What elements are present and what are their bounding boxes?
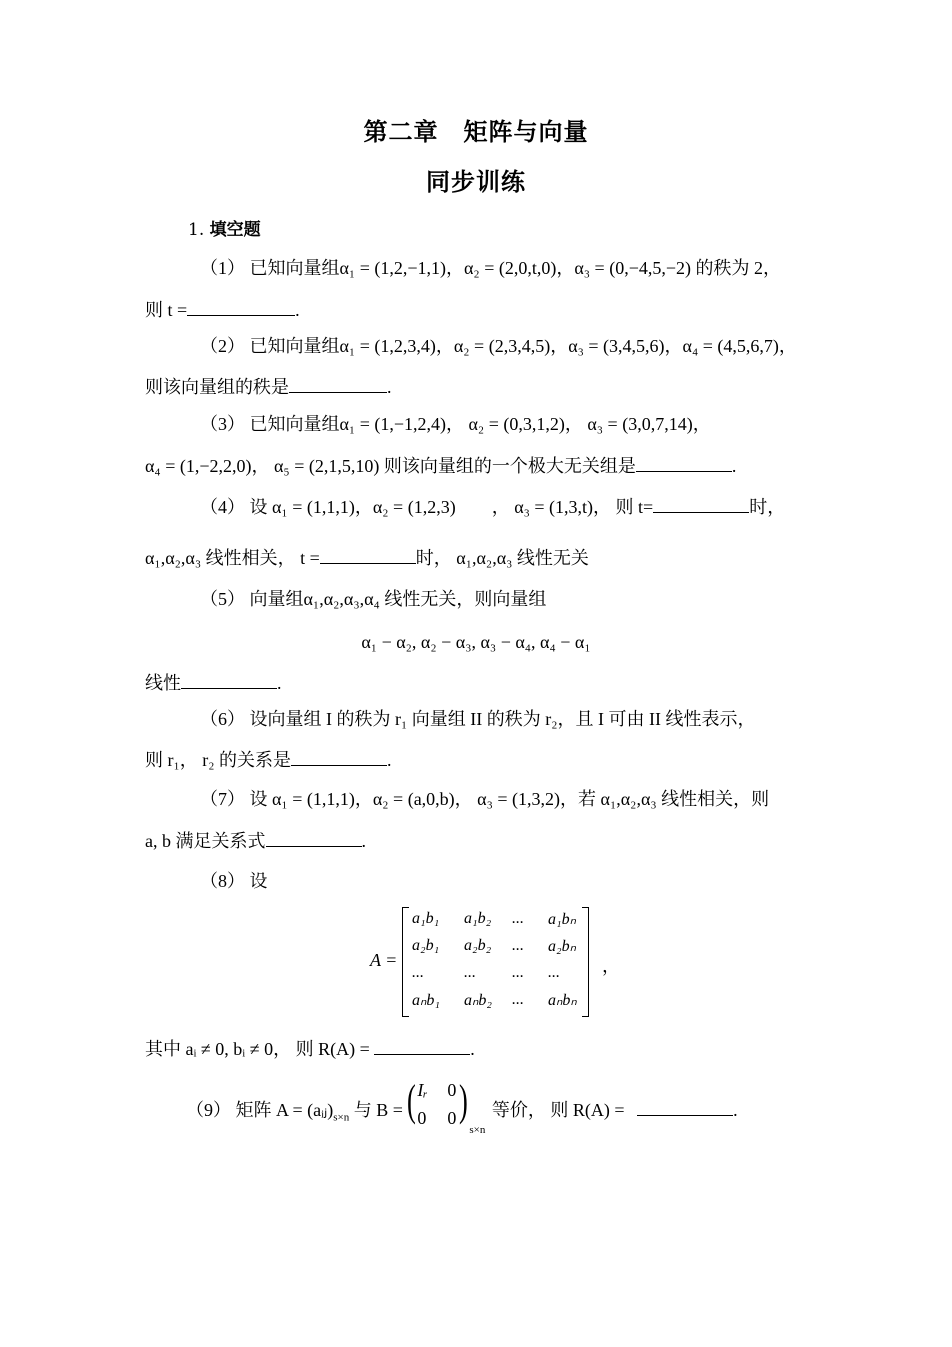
right-paren: ) <box>459 1076 469 1125</box>
problem-7-line-2 <box>145 828 366 853</box>
answer-blank[interactable] <box>181 670 277 689</box>
matrix-cell: ... <box>412 963 424 981</box>
problem-7-line-1: （7） 设 α₁ = (1,1,1)，α₂ = (a,0,b)， α₃ = (1,3,2)，若 α₁,α₂,α₃ 线性相关，则 <box>200 789 770 809</box>
matrix-grid <box>412 905 582 1013</box>
problem-8-line-3 <box>145 1036 475 1061</box>
matrix-cell: a₁bₙ <box>548 910 576 928</box>
matrix-a <box>370 905 620 1020</box>
matrix-label: A = <box>370 950 398 970</box>
period: . <box>277 673 282 693</box>
answer-blank[interactable] <box>266 828 362 847</box>
problem-9-middle: 与 B = <box>353 1100 403 1120</box>
problem-4-line-1 <box>200 494 785 519</box>
left-bracket <box>402 907 409 1017</box>
problem-1-prompt: 则 t = <box>145 300 188 320</box>
period: . <box>731 456 737 476</box>
answer-blank[interactable] <box>374 1036 470 1055</box>
matrix-cell: aₙb₁ <box>412 991 440 1009</box>
matrix-b-cell: 0 <box>417 1108 427 1128</box>
matrix-comma: ， <box>602 956 620 977</box>
matrix-cell: a₂b₂ <box>464 936 492 954</box>
answer-blank[interactable] <box>320 545 416 564</box>
problem-2-line-2 <box>145 374 392 399</box>
matrix-cell: a₂bₙ <box>548 937 576 955</box>
problem-1-line-1: （1） 已知向量组α₁ = (1,2,−1,1)，α₂ = (2,0,t,0)，α₃ = (0,−4,5,−2) 的秩为 2， <box>200 258 781 278</box>
answer-blank[interactable] <box>291 747 387 766</box>
problem-4-tail: 时， <box>749 497 786 517</box>
answer-blank[interactable] <box>187 297 295 316</box>
matrix-cell: a₁b₁ <box>412 909 440 927</box>
period: . <box>295 300 300 320</box>
problem-2-line-1: （2） 已知向量组α₁ = (1,2,3,4)，α₂ = (2,3,4,5)，α₃ = (3,4,5,6)，α₄ = (4,5,6,7)， <box>200 336 797 356</box>
period: . <box>387 750 392 770</box>
answer-blank[interactable] <box>653 494 749 513</box>
problem-3-prompt: α₄ = (1,−2,2,0)， α₅ = (2,1,5,10) 则该向量组的一个极大无关组是 <box>145 456 636 476</box>
problem-6-prompt: 则 r₁， r₂ 的关系是 <box>145 750 292 770</box>
matrix-cell: aₙbₙ <box>548 991 577 1009</box>
problem-8-line-1: （8） 设 <box>200 871 268 891</box>
matrix-cell: ... <box>512 963 524 981</box>
period: . <box>733 1100 738 1120</box>
matrix-b <box>407 1076 486 1136</box>
matrix-cell: ... <box>464 963 476 981</box>
section-subtitle: 同步训练 <box>426 167 526 196</box>
problem-3-line-2 <box>145 453 736 478</box>
problem-7-prompt: a, b 满足关系式 <box>145 831 266 851</box>
problem-9-suffix: 等价， 则 R(A) = <box>491 1100 625 1120</box>
matrix-a-element: (aᵢⱼ) <box>307 1100 334 1120</box>
matrix-b-cell: 0 <box>447 1080 457 1100</box>
matrix-a-expr <box>307 1100 350 1124</box>
matrix-b-cell: 0 <box>447 1108 457 1128</box>
period: . <box>361 831 366 851</box>
answer-blank[interactable] <box>289 374 387 393</box>
matrix-cell: ... <box>512 909 524 927</box>
problem-6-line-1: （6） 设向量组 I 的秩为 r₁ 向量组 II 的秩为 r₂，且 I 可由 II 线性表示， <box>200 709 756 729</box>
period: . <box>387 377 392 397</box>
matrix-b-subscript: s×n <box>469 1124 486 1136</box>
problem-4-part-b: 时， α₁,α₂,α₃ 线性无关 <box>415 548 589 568</box>
matrix-b-cell: Iᵣ <box>417 1080 428 1100</box>
right-bracket <box>582 907 589 1017</box>
problem-3-line-1: （3） 已知向量组α₁ = (1,−1,2,4)， α₂ = (0,3,1,2)， α₃ = (3,0,7,14)， <box>200 414 711 434</box>
problem-4-part-a: α₁,α₂,α₃ 线性相关， t = <box>145 548 320 568</box>
answer-blank[interactable] <box>636 453 732 472</box>
problem-6-line-2 <box>145 747 392 772</box>
section-label: 填空题 <box>209 220 261 240</box>
problem-5-line-3 <box>145 670 282 695</box>
problem-1-line-2 <box>145 297 300 322</box>
matrix-cell: aₙb₂ <box>464 991 492 1009</box>
matrix-cell: ... <box>512 990 524 1008</box>
matrix-a-subscript: s×n <box>333 1111 350 1124</box>
answer-blank[interactable] <box>637 1097 733 1116</box>
problem-8-prompt: 其中 aᵢ ≠ 0, bᵢ ≠ 0， 则 R(A) = <box>145 1039 370 1059</box>
problem-5-formula: α₁ − α₂, α₂ − α₃, α₃ − α₄, α₄ − α₁ <box>361 632 591 652</box>
problem-4-line-2 <box>145 545 589 570</box>
matrix-cell: ... <box>512 936 524 954</box>
problem-9-line <box>186 1076 738 1136</box>
problem-5-line-1: （5） 向量组α₁,α₂,α₃,α₄ 线性无关，则向量组 <box>200 589 547 609</box>
matrix-cell: a₁b₂ <box>464 909 492 927</box>
problem-2-prompt: 则该向量组的秩是 <box>145 377 289 397</box>
period: . <box>470 1039 475 1059</box>
left-paren: ( <box>407 1076 417 1125</box>
chapter-title: 第二章 矩阵与向量 <box>363 117 589 146</box>
section-number: 1. <box>188 220 205 240</box>
problem-9-prefix: （9） 矩阵 A = <box>186 1100 303 1120</box>
section-heading <box>188 218 261 242</box>
problem-5-prompt: 线性 <box>145 673 181 693</box>
matrix-cell: ... <box>548 963 560 981</box>
problem-4-prompt: （4） 设 α₁ = (1,1,1)，α₂ = (1,2,3) ， α₃ = (1,3,t)， 则 t= <box>200 497 654 517</box>
matrix-cell: a₂b₁ <box>412 936 440 954</box>
